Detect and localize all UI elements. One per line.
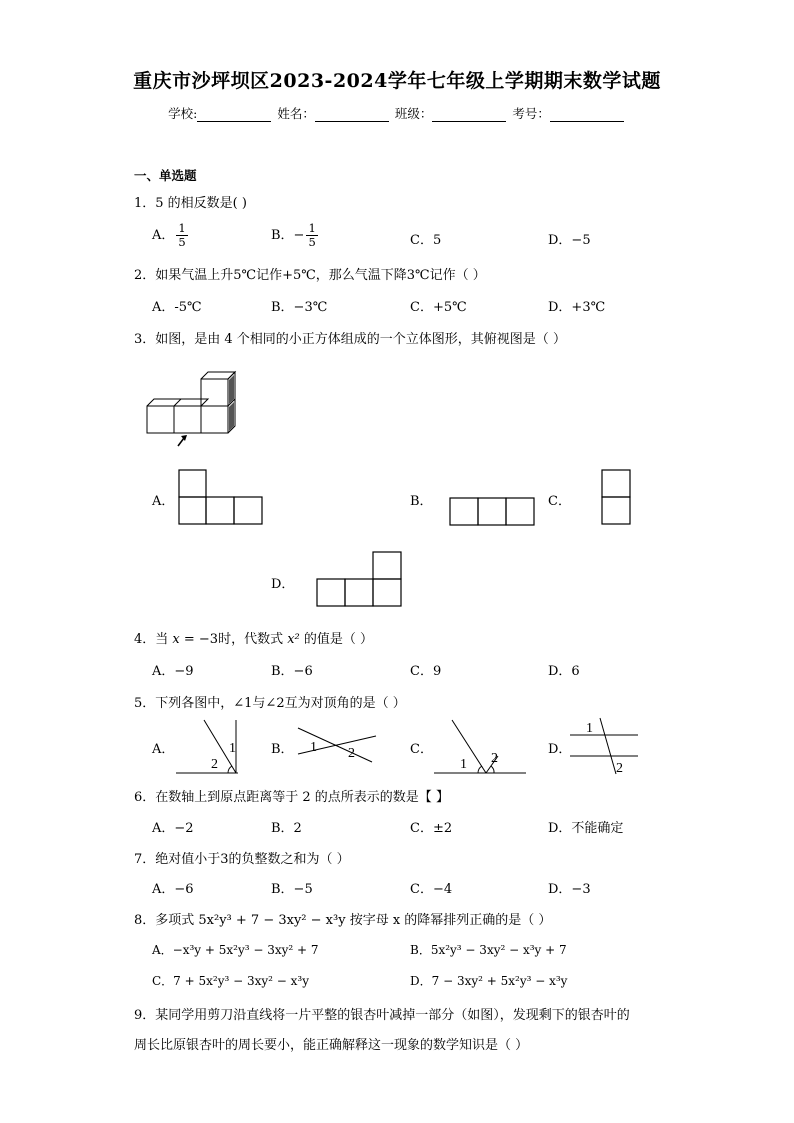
q6-option-a[interactable]: A．−2 (152, 821, 194, 836)
class-blank[interactable] (432, 109, 506, 122)
q6-option-c[interactable]: C．±2 (410, 821, 453, 836)
q3-option-d-figure[interactable] (316, 551, 404, 609)
school-blank[interactable] (197, 109, 271, 122)
q3-option-a-label[interactable]: A． (152, 494, 175, 509)
q4-stem-part: = −3时，代数式 (179, 632, 288, 647)
q5-option-a-figure[interactable] (176, 718, 242, 776)
q6-option-b[interactable]: B．2 (271, 821, 302, 836)
q2-option-d[interactable]: D．+3℃ (548, 300, 606, 315)
q7-option-a[interactable]: A．−6 (152, 882, 194, 897)
q3-option-b-label[interactable]: B． (410, 494, 433, 509)
q4-variable: x (172, 632, 180, 647)
q3-option-c-label[interactable]: C． (548, 494, 571, 509)
q2-option-a[interactable]: A．-5℃ (152, 300, 202, 315)
q2-option-c[interactable]: C．+5℃ (410, 300, 467, 315)
q5-a-angle1-label: 1 (229, 741, 236, 756)
q5-option-c-label[interactable]: C． (410, 742, 433, 757)
q3-cube-figure (140, 366, 250, 448)
q9-stem-line2: 周长比原银杏叶的周长要小，能正确解释这一现象的数学知识是（ ） (134, 1038, 529, 1053)
page-title: 重庆市沙坪坝区2023-2024学年七年级上学期期末数学试题 (133, 70, 661, 92)
q3-option-a-figure[interactable] (178, 469, 264, 527)
q1-option-c[interactable]: C．5 (410, 233, 442, 248)
q4-option-d[interactable]: D．6 (548, 664, 580, 679)
q3-option-d-label[interactable]: D． (271, 577, 295, 592)
q1-option-b-fraction (306, 222, 317, 249)
q4-option-b[interactable]: B．−6 (271, 664, 313, 679)
q1-option-b[interactable] (271, 222, 318, 249)
q1-option-a[interactable] (152, 222, 188, 249)
q3-stem: 3．如图，是由 4 个相同的小正方体组成的一个立体图形，其俯视图是（ ） (134, 332, 566, 347)
q1-option-d[interactable]: D．−5 (548, 233, 591, 248)
q6-stem: 6．在数轴上到原点距离等于 2 的点所表示的数是【 】 (134, 790, 449, 805)
q1-option-a-fraction (176, 222, 187, 249)
q8-stem: 8．多项式 5x²y³ + 7 − 3xy² − x³y 按字母 x 的降幂排列正确的是（ ） (134, 913, 552, 928)
q4-option-a[interactable]: A．−9 (152, 664, 194, 679)
q1-stem: 1．5 的相反数是( ) (134, 196, 247, 211)
q1-a-numerator: 1 (178, 221, 186, 235)
name-label: 姓名： (277, 106, 315, 121)
q4-stem-part: 4．当 (134, 632, 173, 647)
q8-option-c[interactable]: C．7 + 5x²y³ − 3xy² − x³y (152, 974, 310, 988)
q8-option-a[interactable]: A．−x³y + 5x²y³ − 3xy² + 7 (152, 943, 319, 957)
class-label: 班级： (394, 106, 433, 121)
q5-option-b-label[interactable]: B． (271, 742, 294, 757)
q1-b-denominator: 5 (308, 235, 316, 249)
q2-stem: 2．如果气温上升5℃记作+5℃，那么气温下降3℃记作（ ） (134, 268, 486, 283)
q5-option-c-figure[interactable] (434, 718, 530, 776)
q4-stem (134, 628, 373, 647)
q1-option-a-label: A． (152, 228, 175, 243)
school-label: 学校: (168, 106, 198, 121)
q5-option-d-figure[interactable] (570, 716, 642, 776)
q5-d-angle2-label: 2 (616, 761, 623, 776)
section-heading: 一、单选题 (134, 168, 197, 183)
number-blank[interactable] (550, 109, 624, 122)
student-info-line (0, 104, 794, 122)
q3-option-c-figure[interactable] (601, 469, 633, 527)
q5-b-angle1-label: 1 (310, 740, 317, 755)
q8-option-b[interactable]: B．5x²y³ − 3xy² − x³y + 7 (410, 943, 567, 957)
q5-c-angle2-label: 2 (491, 751, 498, 766)
q4-option-c[interactable]: C．9 (410, 664, 442, 679)
q4-stem-part: 的值是（ ） (299, 632, 374, 647)
q8-option-d[interactable]: D．7 − 3xy² + 5x²y³ − x³y (410, 974, 568, 988)
q5-d-angle1-label: 1 (586, 721, 593, 736)
q5-option-b-figure[interactable] (296, 724, 382, 764)
name-blank[interactable] (315, 109, 389, 122)
q5-option-d-label[interactable]: D． (548, 742, 572, 757)
q1-option-b-label: B．− (271, 228, 305, 243)
q5-b-angle2-label: 2 (348, 746, 355, 761)
q1-a-denominator: 5 (178, 235, 186, 249)
q9-stem-line1: 9．某同学用剪刀沿直线将一片平整的银杏叶减掉一部分（如图），发现剩下的银杏叶的 (134, 1008, 630, 1023)
number-label: 考号： (512, 106, 550, 121)
q5-option-a-label[interactable]: A． (152, 742, 175, 757)
q3-option-b-figure[interactable] (449, 497, 537, 527)
q1-b-numerator: 1 (308, 221, 316, 235)
q6-option-d[interactable]: D．不能确定 (548, 821, 624, 836)
q7-option-d[interactable]: D．−3 (548, 882, 591, 897)
q5-a-angle2-label: 2 (211, 757, 218, 772)
q7-option-c[interactable]: C．−4 (410, 882, 453, 897)
q7-option-b[interactable]: B．−5 (271, 882, 313, 897)
q5-stem: 5．下列各图中，∠1与∠2互为对顶角的是（ ） (134, 696, 406, 711)
q2-option-b[interactable]: B．−3℃ (271, 300, 328, 315)
q7-stem: 7．绝对值小于3的负整数之和为（ ） (134, 852, 350, 867)
q4-expression: x² (287, 632, 300, 647)
q5-c-angle1-label: 1 (460, 757, 467, 772)
